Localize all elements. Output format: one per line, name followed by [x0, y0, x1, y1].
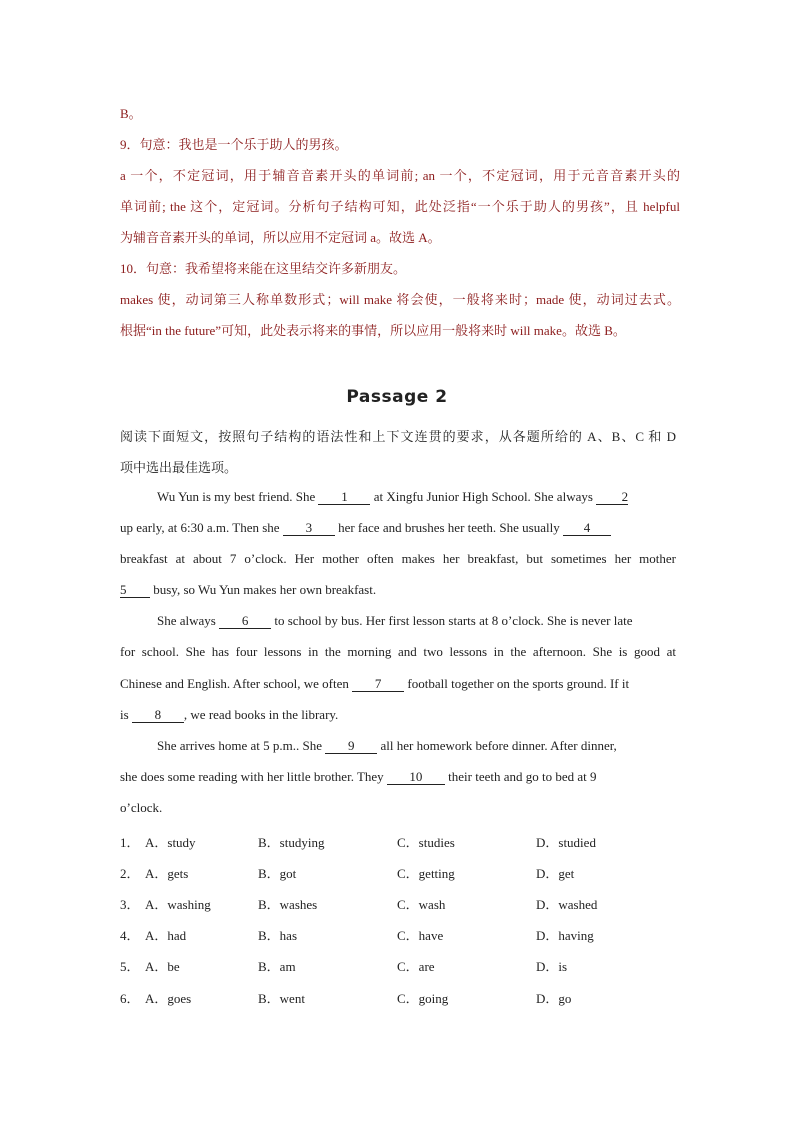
p3-line-1 — [157, 738, 713, 754]
option-number: 4． — [120, 928, 140, 943]
answer-b-line: B。 — [120, 106, 142, 121]
option-b[interactable]: B．has — [258, 928, 298, 943]
option-number: 1． — [120, 835, 140, 850]
p1-line-3: breakfast at about 7 o’clock. Her mother often makes her breakfast, but sometimes her mother — [120, 551, 676, 566]
option-b[interactable]: B．got — [258, 866, 297, 881]
option-b[interactable]: B．am — [258, 959, 296, 974]
option-c[interactable]: C．wash — [397, 897, 446, 912]
instruction-line-1: 阅读下面短文，按照句子结构的语法性和上下文连贯的要求，从各题所给的 A、B、C 和 D — [120, 429, 676, 444]
blank-5[interactable]: 5 — [120, 583, 150, 598]
q9-explanation-line-3: 为辅音音素开头的单词，所以应用不定冠词 a。故选 A。 — [120, 230, 441, 245]
p3-text-a: She arrives home at 5 p.m.. She — [157, 738, 326, 753]
blank-9[interactable]: 9 — [325, 739, 377, 754]
p2-text-a: She always — [157, 613, 220, 628]
blank-6[interactable]: 6 — [219, 614, 271, 629]
p1-text-a: Wu Yun is my best friend. She — [157, 489, 319, 504]
q10-explanation-line-2: 根据“in the future”可知，此处表示将来的事情，所以应用一般将来时 will make。故选 B。 — [120, 323, 626, 338]
p3-line-2 — [120, 769, 676, 785]
option-d[interactable]: D．is — [536, 959, 568, 974]
p3-text-e: their teeth and go to bed at 9 — [444, 769, 597, 784]
option-c[interactable]: C．getting — [397, 866, 455, 881]
options-row-1 — [120, 832, 680, 850]
p2-line-4 — [120, 707, 676, 723]
option-d[interactable]: D．washed — [536, 897, 598, 912]
options-row-6 — [120, 988, 680, 1006]
option-d[interactable]: D．go — [536, 991, 572, 1006]
option-d[interactable]: D．studied — [536, 835, 596, 850]
option-number: 2． — [120, 866, 140, 881]
option-a[interactable]: A．washing — [145, 897, 211, 912]
instruction-line-2: 项中选出最佳选项。 — [120, 460, 238, 475]
p2-line-1 — [157, 613, 713, 629]
p2-line-3 — [120, 676, 676, 692]
q9-explanation-line-1: a 一个，不定冠词，用于辅音音素开头的单词前; an 一个，不定冠词，用于元音音素开头的 — [120, 168, 680, 183]
p2-text-g: is — [120, 707, 132, 722]
option-number: 5． — [120, 959, 140, 974]
p1-text-c: at Xingfu Junior High School. She always — [370, 489, 597, 504]
p2-text-h: , we read books in the library. — [183, 707, 339, 722]
p1-line-1 — [157, 489, 713, 505]
passage-title: Passage 2 — [346, 387, 448, 407]
blank-8[interactable]: 8 — [132, 708, 184, 723]
option-a[interactable]: A．goes — [145, 991, 192, 1006]
option-number: 3． — [120, 897, 140, 912]
p1-text-d: up early, at 6:30 a.m. Then she — [120, 520, 283, 535]
p1-text-e: her face and brushes her teeth. She usually — [334, 520, 563, 535]
p3-text-d: she does some reading with her little brother. They — [120, 769, 387, 784]
blank-2[interactable]: 2 — [596, 490, 628, 505]
q9-explanation-line-2: 单词前; the 这个，定冠词。分析句子结构可知，此处泛指“一个乐于助人的男孩”，且 helpful — [120, 199, 680, 214]
p2-text-e: Chinese and English. After school, we often — [120, 676, 353, 691]
p1-line-2 — [120, 520, 676, 536]
p3-text-c: all her homework before dinner. After dinner, — [377, 738, 617, 753]
p1-text-g: busy, so Wu Yun makes her own breakfast. — [150, 582, 377, 597]
options-row-5 — [120, 956, 680, 974]
option-c[interactable]: C．are — [397, 959, 435, 974]
option-b[interactable]: B．went — [258, 991, 305, 1006]
q10-title: 10．句意：我希望将来能在这里结交许多新朋友。 — [120, 261, 407, 276]
p1-line-4 — [120, 582, 676, 598]
option-b[interactable]: B．studying — [258, 835, 325, 850]
p3-line-3: o’clock. — [120, 800, 163, 815]
option-d[interactable]: D．having — [536, 928, 594, 943]
p2-line-2: for school. She has four lessons in the morning and two lessons in the afternoon. She is good at — [120, 644, 676, 659]
option-number: 6． — [120, 991, 140, 1006]
blank-4[interactable]: 4 — [563, 521, 611, 536]
blank-3[interactable]: 3 — [283, 521, 335, 536]
options-row-4 — [120, 925, 680, 943]
p2-text-c: to school by bus. Her first lesson starts at 8 o’clock. She is never late — [271, 613, 633, 628]
p2-text-f: football together on the sports ground. If it — [404, 676, 630, 691]
option-c[interactable]: C．studies — [397, 835, 455, 850]
q10-explanation-line-1: makes 使，动词第三人称单数形式；will make 将会使，一般将来时；made 使，动词过去式。 — [120, 292, 680, 307]
option-a[interactable]: A．study — [145, 835, 196, 850]
blank-1[interactable]: 1 — [318, 490, 370, 505]
options-row-3 — [120, 894, 680, 912]
option-d[interactable]: D．get — [536, 866, 575, 881]
q9-title: 9．句意：我也是一个乐于助人的男孩。 — [120, 137, 348, 152]
option-a[interactable]: A．be — [145, 959, 180, 974]
option-c[interactable]: C．going — [397, 991, 449, 1006]
blank-7[interactable]: 7 — [352, 677, 404, 692]
option-a[interactable]: A．gets — [145, 866, 189, 881]
options-row-2 — [120, 863, 680, 881]
blank-10[interactable]: 10 — [387, 770, 445, 785]
option-b[interactable]: B．washes — [258, 897, 318, 912]
option-a[interactable]: A．had — [145, 928, 187, 943]
option-c[interactable]: C．have — [397, 928, 444, 943]
